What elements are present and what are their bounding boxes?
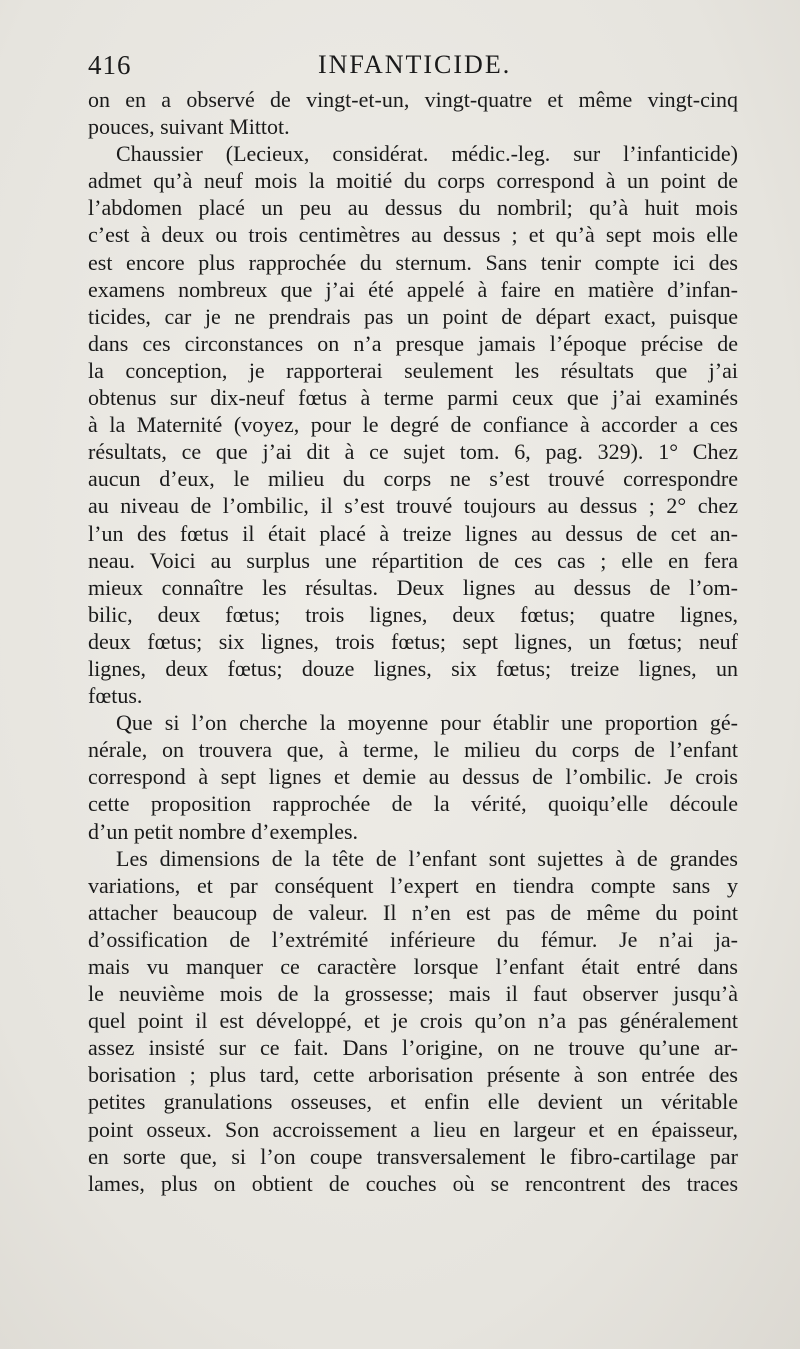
text-line: le neuvième mois de la grossesse; mais il faut observer jusqu’à bbox=[88, 981, 738, 1007]
text-line: au niveau de l’ombilic, il s’est trouvé toujours au dessus ; 2° chez bbox=[88, 493, 738, 519]
text-line: on en a observé de vingt-et-un, vingt-quatre et même vingt-cinq bbox=[88, 87, 738, 112]
text-line: ticides, car je ne prendrais pas un point de départ exact, puisque bbox=[88, 303, 738, 329]
text-line: obtenus sur dix-neuf fœtus à terme parmi ceux que j’ai examinés bbox=[88, 385, 738, 411]
text-line: borisation ; plus tard, cette arborisation présente à son entrée des bbox=[88, 1062, 738, 1088]
text-line: pouces, suivant Mittot. bbox=[88, 114, 290, 140]
paragraph-start-line: Chaussier (Lecieux, considérat. médic.-leg. sur l’infanticide) bbox=[116, 141, 738, 167]
page-header bbox=[88, 50, 738, 86]
text-line: l’un des fœtus il était placé à treize lignes au dessus de cet an- bbox=[88, 520, 738, 546]
text-line: variations, et par conséquent l’expert en tiendra compte sans y bbox=[88, 872, 738, 898]
text-line: est encore plus rapprochée du sternum. Sans tenir compte ici des bbox=[88, 249, 738, 275]
text-line: point osseux. Son accroissement a lieu en largeur et en épaisseur, bbox=[88, 1116, 738, 1142]
text-line: cette proposition rapprochée de la vérité, quoiqu’elle découle bbox=[88, 791, 738, 817]
text-line: quel point il est développé, et je crois qu’on n’a pas généralement bbox=[88, 1008, 738, 1034]
text-line: correspond à sept lignes et demie au dessus de l’ombilic. Je crois bbox=[88, 764, 738, 790]
text-line: l’abdomen placé un peu au dessus du nombril; qu’à huit mois bbox=[88, 195, 738, 221]
text-line: résultats, ce que j’ai dit à ce sujet tom. 6, pag. 329). 1° Chez bbox=[88, 439, 738, 465]
text-line: petites granulations osseuses, et enfin elle devient un véritable bbox=[88, 1089, 738, 1115]
text-line: attacher beaucoup de valeur. Il n’en est pas de même du point bbox=[88, 899, 738, 925]
text-line: d’ossification de l’extrémité inférieure du fémur. Je n’ai ja- bbox=[88, 926, 738, 952]
text-line: mieux connaître les résultas. Deux lignes au dessus de l’om- bbox=[88, 574, 738, 600]
text-line: la conception, je rapporterai seulement les résultats que j’ai bbox=[88, 357, 738, 383]
text-line: lignes, deux fœtus; douze lignes, six fœtus; treize lignes, un bbox=[88, 655, 738, 681]
text-line: lames, plus on obtient de couches où se rencontrent des traces bbox=[88, 1170, 738, 1196]
text-line: fœtus. bbox=[88, 683, 143, 709]
text-line: dans ces circonstances on n’a presque jamais l’époque précise de bbox=[88, 330, 738, 356]
page-number: 416 bbox=[88, 50, 132, 80]
text-line: deux fœtus; six lignes, trois fœtus; sept lignes, un fœtus; neuf bbox=[88, 628, 738, 654]
text-line: en sorte que, si l’on coupe transversalement le fibro-cartilage par bbox=[88, 1143, 738, 1169]
text-line: à la Maternité (voyez, pour le degré de confiance à accorder a ces bbox=[88, 412, 738, 438]
body-text bbox=[88, 86, 738, 1197]
text-line: c’est à deux ou trois centimètres au dessus ; et qu’à sept mois elle bbox=[88, 222, 738, 248]
text-line: bilic, deux fœtus; trois lignes, deux fœtus; quatre lignes, bbox=[88, 601, 738, 627]
paragraph-start-line: Que si l’on cherche la moyenne pour établir une proportion gé- bbox=[116, 710, 738, 736]
text-line: assez insisté sur ce fait. Dans l’origine, on ne trouve qu’une ar- bbox=[88, 1035, 738, 1061]
text-line: neau. Voici au surplus une répartition de ces cas ; elle en fera bbox=[88, 547, 738, 573]
text-line: aucun d’eux, le milieu du corps ne s’est trouvé correspondre bbox=[88, 466, 738, 492]
text-line: nérale, on trouvera que, à terme, le milieu du corps de l’enfant bbox=[88, 737, 738, 763]
running-title: INFANTICIDE. bbox=[318, 50, 512, 79]
text-line: mais vu manquer ce caractère lorsque l’enfant était entré dans bbox=[88, 954, 738, 979]
text-line: examens nombreux que j’ai été appelé à faire en matière d’infan- bbox=[88, 276, 738, 302]
paragraph-start-line: Les dimensions de la tête de l’enfant sont sujettes à de grandes bbox=[116, 845, 738, 871]
text-line: admet qu’à neuf mois la moitié du corps correspond à un point de bbox=[88, 168, 738, 194]
text-line: d’un petit nombre d’exemples. bbox=[88, 818, 359, 844]
